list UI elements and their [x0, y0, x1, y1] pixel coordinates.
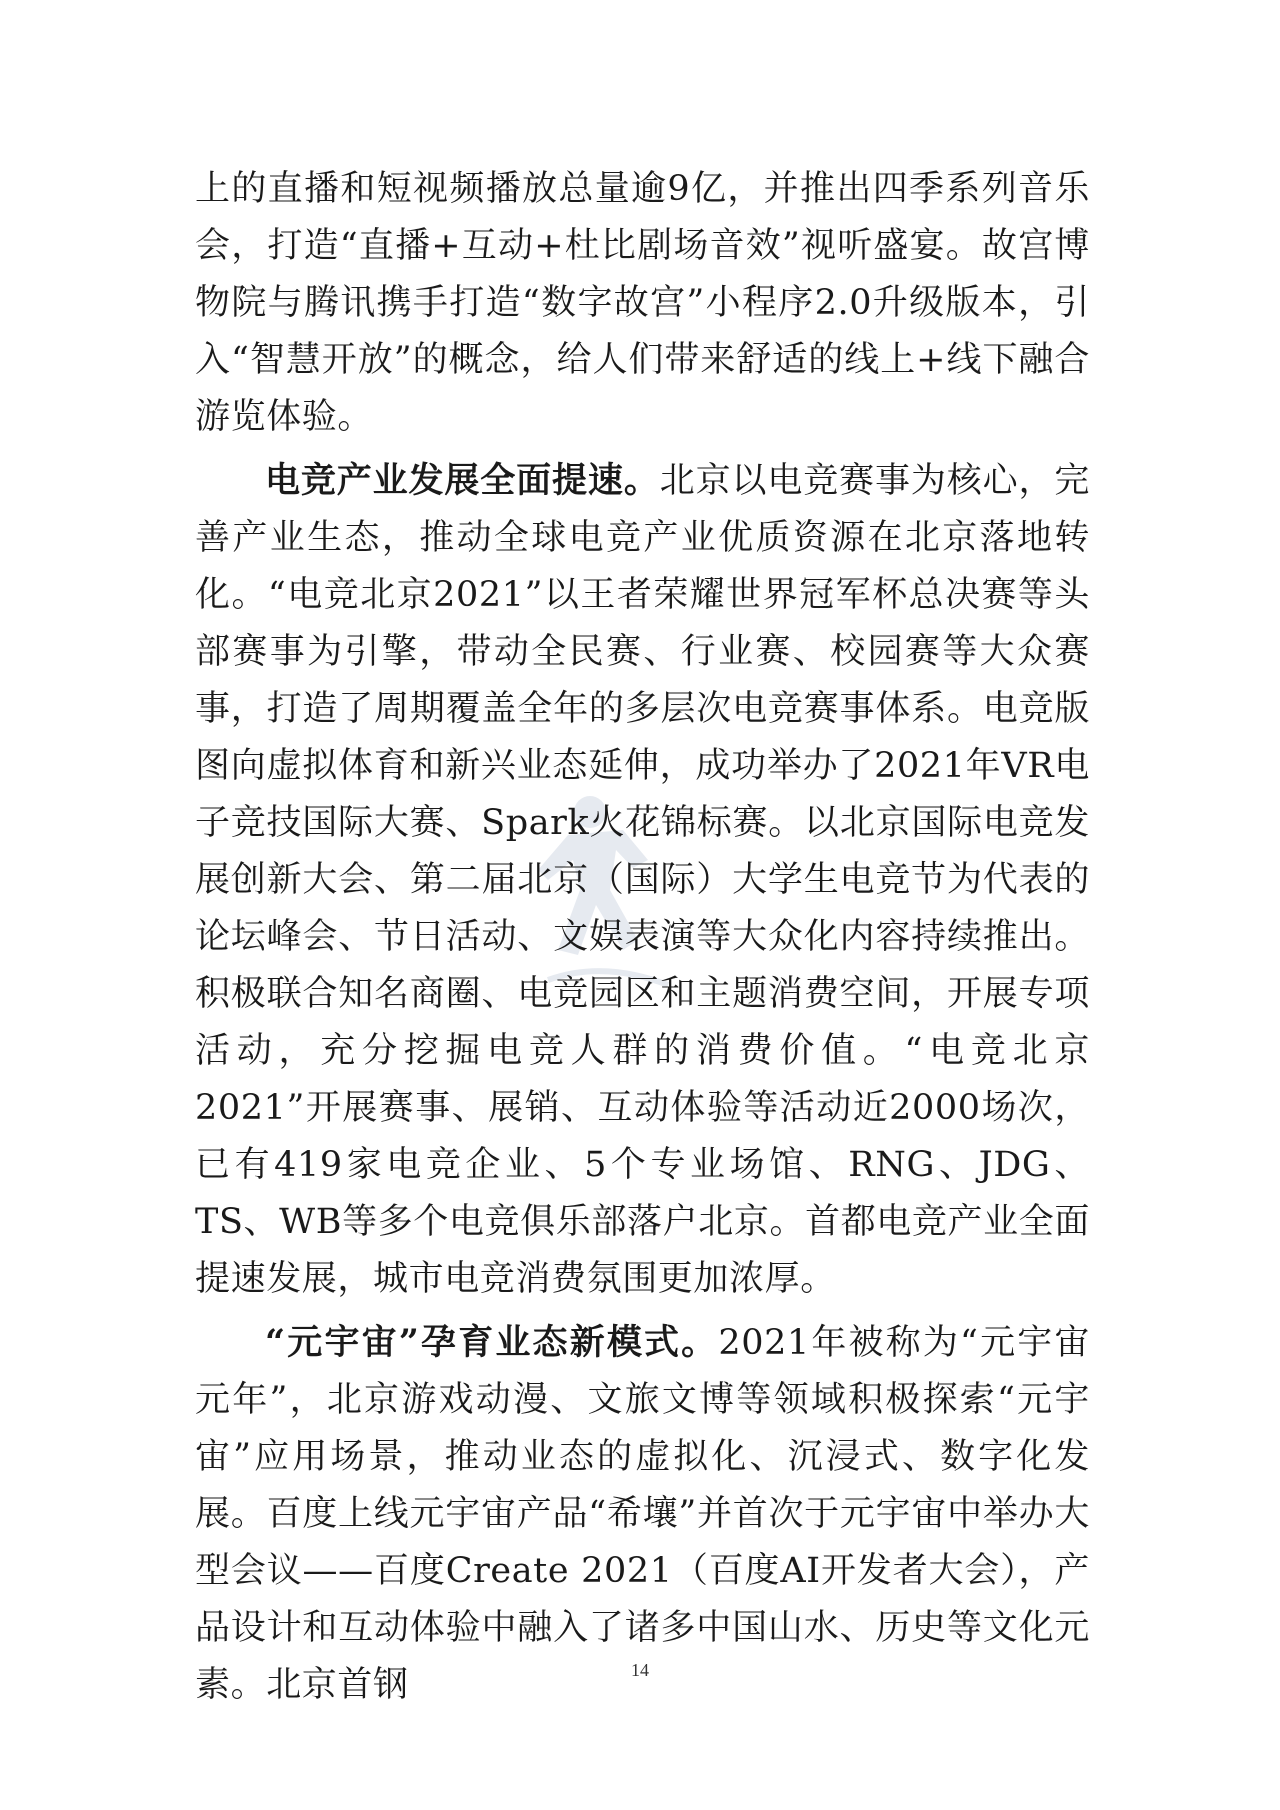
paragraph-1-text: 上的直播和短视频播放总量逾9亿，并推出四季系列音乐会，打造“直播+互动+杜比剧场音效”视听盛宴。故宫博物院与腾讯携手打造“数字故宫”小程序2.0升级版本，引入“智慧开放”的概念，给人们带来舒适的线上+线下融合游览体验。	[195, 169, 1090, 437]
paragraph-metaverse-text: 2021年被称为“元宇宙元年”，北京游戏动漫、文旅文博等领域积极探索“元宇宙”应用场景，推动业态的虚拟化、沉浸式、数字化发展。百度上线元宇宙产品“希壤”并首次于元宇宙中举办大型会议——百度Create 2021（百度AI开发者大会），产品设计和互动体验中融入了诸多中国山水、历史等文化元素。北京首钢	[195, 1323, 1090, 1705]
paragraph-metaverse-lead: “元宇宙”孕育业态新模式。	[265, 1322, 719, 1363]
page-number: 14	[631, 1660, 649, 1680]
paragraph-metaverse	[195, 1314, 1090, 1714]
paragraph-esports-lead: 电竞产业发展全面提速。	[265, 460, 660, 501]
document-body	[195, 160, 1090, 1714]
paragraph-esports-text: 北京以电竞赛事为核心，完善产业生态，推动全球电竞产业优质资源在北京落地转化。“电竞北京2021”以王者荣耀世界冠军杯总决赛等头部赛事为引擎，带动全民赛、行业赛、校园赛等大众赛事，打造了周期覆盖全年的多层次电竞赛事体系。电竞版图向虚拟体育和新兴业态延伸，成功举办了2021年VR电子竞技国际大赛、Spark火花锦标赛。以北京国际电竞发展创新大会、第二届北京（国际）大学生电竞节为代表的论坛峰会、节日活动、文娱表演等大众化内容持续推出。积极联合知名商圈、电竞园区和主题消费空间，开展专项活动，充分挖掘电竞人群的消费价值。“电竞北京2021”开展赛事、展销、互动体验等活动近2000场次，已有419家电竞企业、5个专业场馆、RNG、JDG、TS、WB等多个电竞俱乐部落户北京。首都电竞产业全面提速发展，城市电竞消费氛围更加浓厚。	[195, 461, 1090, 1299]
paragraph-esports	[195, 452, 1090, 1308]
paragraph-1	[195, 160, 1090, 446]
